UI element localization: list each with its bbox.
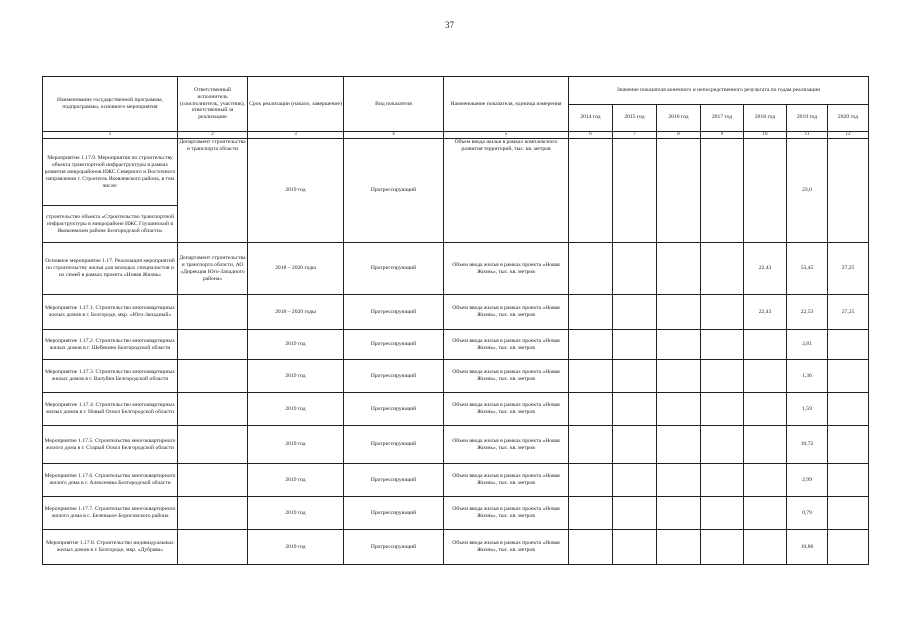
activity-name: Мероприятие 1.17.2. Строительство многоквартирных жилых домов в г. Шебекино Белгородской области [43, 330, 178, 360]
column-number: 6 [569, 132, 613, 139]
kind-cell: Прогрессирующий [344, 426, 444, 464]
header-year: 2015 год [613, 104, 657, 132]
indicator-cell: Объем ввода жилья в рамках проекта «Новая Жизнь», тыс. кв. метров [444, 497, 569, 530]
indicator-cell: Объем ввода жилья в рамках проекта «Новая Жизнь», тыс. кв. метров [444, 295, 569, 330]
value-cell [569, 530, 613, 565]
value-cell [701, 497, 744, 530]
table-row [43, 330, 869, 360]
value-cell [657, 360, 701, 393]
value-cell [828, 497, 869, 530]
value-cell: 22,43 [744, 243, 787, 295]
value-cell: 22,53 [787, 295, 828, 330]
value-cell [744, 360, 787, 393]
value-cell [701, 243, 744, 295]
value-cell [828, 139, 869, 243]
activity-name: Мероприятие 1.17.1. Строительство многоквартирных жилых домов в г. Белгороде, мкр. «Юго-Западный» [43, 295, 178, 330]
header-executor: Ответственный исполнитель (соисполнитель, участник), ответственный за реализацию [178, 77, 248, 132]
column-number: 12 [828, 132, 869, 139]
header-term: Срок реализации (начало, завершение) [248, 77, 344, 132]
executor-cell [178, 360, 248, 393]
value-cell [657, 426, 701, 464]
column-number: 8 [657, 132, 701, 139]
activity-name: Мероприятие 1.17.6. Строительство многоквартирного жилого дома в г. Алексеевка Белгородской области [43, 464, 178, 497]
value-cell [701, 464, 744, 497]
value-cell: 0,79 [787, 497, 828, 530]
kind-cell: Прогрессирующий [344, 295, 444, 330]
activity-name: Мероприятие 1.17.3. Строительство многоквартирных жилых домов в г. Валуйки Белгородской области [43, 360, 178, 393]
kind-cell: Прогрессирующий [344, 243, 444, 295]
indicator-cell: Объем ввода жилья в рамках комплексного развития территорий, тыс. кв. метров [444, 139, 569, 243]
header-kind: Вид показателя [344, 77, 444, 132]
indicator-cell: Объем ввода жилья в рамках проекта «Новая Жизнь», тыс. кв. метров [444, 426, 569, 464]
indicator-cell: Объем ввода жилья в рамках проекта «Новая Жизнь», тыс. кв. метров [444, 243, 569, 295]
value-cell: 10,72 [787, 426, 828, 464]
value-cell [701, 139, 744, 243]
value-cell [569, 464, 613, 497]
indicator-cell: Объем ввода жилья в рамках проекта «Новая Жизнь», тыс. кв. метров [444, 530, 569, 565]
term-cell: 2019 год [248, 360, 344, 393]
activity-name: Основное мероприятие 1.17. Реализация мероприятий по строительству жилья для молодых специалистов и их семей в рамках проекта «Новая Жизнь» [43, 243, 178, 295]
value-cell [701, 530, 744, 565]
value-cell [613, 393, 657, 426]
value-cell: 2,81 [787, 330, 828, 360]
term-cell: 2018 – 2020 годы [248, 295, 344, 330]
value-cell [657, 393, 701, 426]
value-cell [613, 330, 657, 360]
value-cell [657, 530, 701, 565]
value-cell: 23,0 [787, 139, 828, 243]
column-number-row [43, 132, 869, 139]
value-cell [657, 497, 701, 530]
column-number: 9 [701, 132, 744, 139]
value-cell [613, 464, 657, 497]
executor-cell [178, 426, 248, 464]
value-cell [569, 243, 613, 295]
column-number: 10 [744, 132, 787, 139]
kind-cell: Прогрессирующий [344, 330, 444, 360]
activity-name: Мероприятие 1.17.5. Строительство многоквартирного жилого дома в г. Старый Оскол Белгородской области [43, 426, 178, 464]
value-cell [701, 330, 744, 360]
header-year: 2020 год [828, 104, 869, 132]
value-cell [701, 426, 744, 464]
kind-cell: Прогрессирующий [344, 393, 444, 426]
kind-cell: Прогрессирующий [344, 464, 444, 497]
header-year: 2016 год [657, 104, 701, 132]
indicator-cell: Объем ввода жилья в рамках проекта «Новая Жизнь», тыс. кв. метров [444, 330, 569, 360]
value-cell [613, 426, 657, 464]
column-number: 1 [43, 132, 178, 139]
value-cell [569, 360, 613, 393]
column-number: 4 [344, 132, 444, 139]
executor-cell [178, 330, 248, 360]
activity-name: Мероприятие 1.17.9. Мероприятия по строительству объекта транспортной инфраструктуры в рамках развития микрорайонов ИЖС Северного и Восточного направлении г. Строитель Яковлевского района, в том числе: [43, 139, 178, 206]
value-cell [744, 464, 787, 497]
value-cell [744, 393, 787, 426]
value-cell [828, 360, 869, 393]
value-cell: 22,43 [744, 295, 787, 330]
executor-cell [178, 464, 248, 497]
column-number: 3 [248, 132, 344, 139]
value-cell [613, 497, 657, 530]
value-cell [828, 530, 869, 565]
value-cell [828, 464, 869, 497]
term-cell: 2019 год [248, 530, 344, 565]
term-cell: 2019 год [248, 330, 344, 360]
term-cell: 2018 – 2020 годы [248, 243, 344, 295]
value-cell: 27,25 [828, 243, 869, 295]
value-cell: 27,25 [828, 295, 869, 330]
term-cell: 2019 год [248, 497, 344, 530]
value-cell [569, 330, 613, 360]
activity-subname: строительство объекта «Строительство транспортной инфраструктуры в микрорайоне ИЖС Глушинский в Яковлевском районе Белгородской области» [43, 206, 178, 243]
term-cell: 2019 год [248, 426, 344, 464]
indicator-cell: Объем ввода жилья в рамках проекта «Новая Жизнь», тыс. кв. метров [444, 464, 569, 497]
value-cell [569, 295, 613, 330]
header-year: 2017 год [701, 104, 744, 132]
column-number: 5 [444, 132, 569, 139]
indicator-cell: Объем ввода жилья в рамках проекта «Новая Жизнь», тыс. кв. метров [444, 360, 569, 393]
executor-cell [178, 393, 248, 426]
term-cell: 2019 год [248, 139, 344, 243]
value-cell [657, 139, 701, 243]
value-cell [613, 243, 657, 295]
value-cell [828, 330, 869, 360]
table-row [43, 139, 869, 206]
value-cell: 53,45 [787, 243, 828, 295]
value-cell [569, 393, 613, 426]
kind-cell: Прогрессирующий [344, 139, 444, 243]
value-cell [744, 330, 787, 360]
value-cell [569, 497, 613, 530]
value-cell [569, 139, 613, 243]
term-cell: 2019 год [248, 464, 344, 497]
header-year: 2014 год [569, 104, 613, 132]
executor-cell [178, 497, 248, 530]
activity-name: Мероприятие 1.17.4. Строительство многоквартирных жилых домов в г. Новый Оскол Белгородской области [43, 393, 178, 426]
executor-cell [178, 295, 248, 330]
header-program: Наименование государственной программы, подпрограммы, основного мероприятия [43, 77, 178, 132]
kind-cell: Прогрессирующий [344, 497, 444, 530]
header-values-group: Значение показателя конечного и непосредственного результата по годам реализации [569, 77, 869, 105]
column-number: 2 [178, 132, 248, 139]
value-cell [701, 393, 744, 426]
value-cell [744, 139, 787, 243]
table-row [43, 295, 869, 330]
value-cell [828, 426, 869, 464]
value-cell [744, 497, 787, 530]
value-cell [613, 295, 657, 330]
header-indicator: Наименование показателя, единица измерения [444, 77, 569, 132]
activity-name: Мероприятие 1.17.7. Строительство многоквартирного жилого дома в с. Беленькое Борисовского района [43, 497, 178, 530]
value-cell [613, 530, 657, 565]
value-cell [613, 360, 657, 393]
value-cell: 1,59 [787, 393, 828, 426]
executor-cell [178, 530, 248, 565]
value-cell [657, 330, 701, 360]
executor-cell: Департамент строительства и транспорта области, АО «Дирекция Юго-Западного района» [178, 243, 248, 295]
value-cell [744, 426, 787, 464]
kind-cell: Прогрессирующий [344, 530, 444, 565]
value-cell [828, 393, 869, 426]
page-number: 37 [445, 20, 454, 30]
value-cell [657, 464, 701, 497]
table-row [43, 243, 869, 295]
value-cell [744, 530, 787, 565]
column-number: 7 [613, 132, 657, 139]
activity-name: Мероприятие 1.17.8. Строительство индивидуальных жилых домов в г. Белгороде, мкр. «Дубрава» [43, 530, 178, 565]
value-cell: 1,36 [787, 360, 828, 393]
table-row [43, 497, 869, 530]
executor-cell: Департамент строительства и транспорта области [178, 139, 248, 243]
term-cell: 2019 год [248, 393, 344, 426]
value-cell [701, 295, 744, 330]
value-cell: 10,86 [787, 530, 828, 565]
value-cell: 2,99 [787, 464, 828, 497]
column-number: 11 [787, 132, 828, 139]
header-year: 2019 год [787, 104, 828, 132]
value-cell [657, 243, 701, 295]
value-cell [657, 295, 701, 330]
value-cell [701, 360, 744, 393]
value-cell [569, 426, 613, 464]
table-row [43, 464, 869, 497]
results-table [42, 76, 869, 565]
value-cell [613, 139, 657, 243]
indicator-cell: Объем ввода жилья в рамках проекта «Новая Жизнь», тыс. кв. метров [444, 393, 569, 426]
table-row [43, 360, 869, 393]
table-row [43, 426, 869, 464]
header-year: 2018 год [744, 104, 787, 132]
table-row [43, 530, 869, 565]
table-row [43, 393, 869, 426]
kind-cell: Прогрессирующий [344, 360, 444, 393]
